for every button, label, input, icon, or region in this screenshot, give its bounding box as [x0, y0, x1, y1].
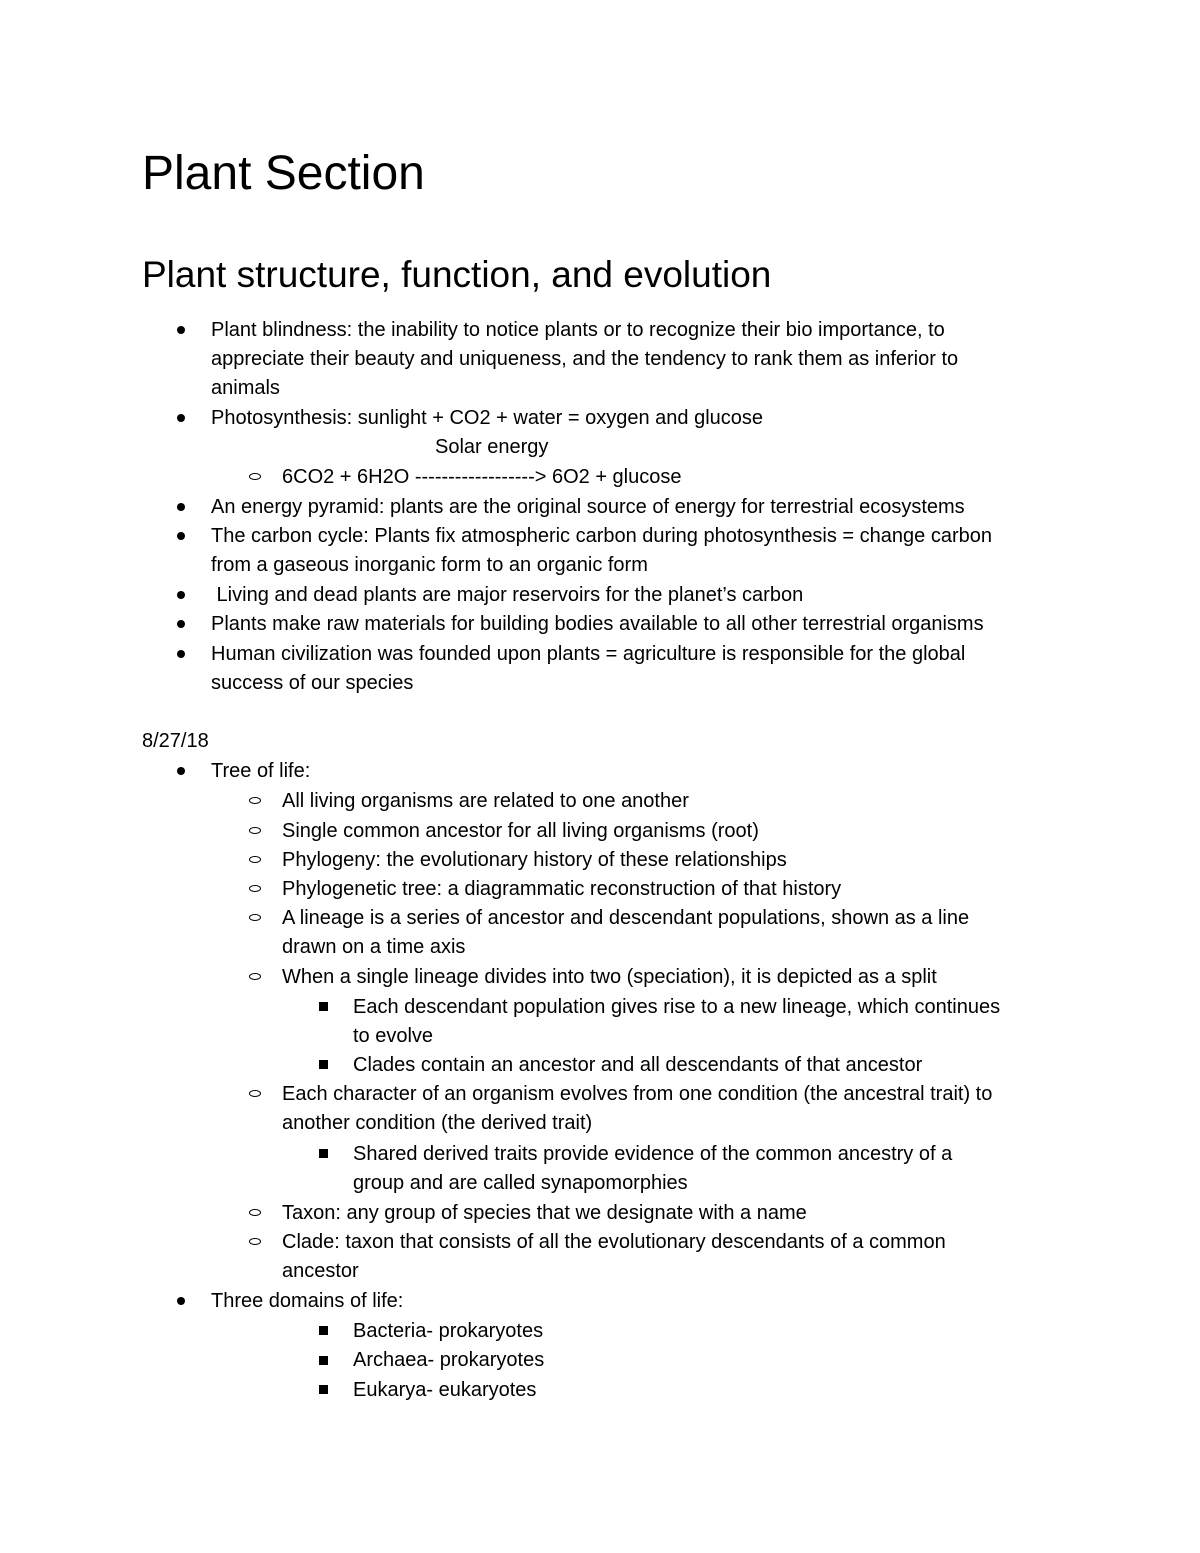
bullet-circle-icon: [249, 1238, 261, 1245]
bullet-dot-icon: [177, 650, 185, 658]
domain-item-eukarya: Eukarya- eukaryotes: [353, 1379, 537, 1401]
tree-of-life-label: Tree of life:: [211, 760, 311, 782]
descendant-line-1: Each descendant population gives rise to a new lineage, which continues: [353, 996, 1001, 1018]
civilization-line-1: Human civilization was founded upon plants = agriculture is responsible for the global: [211, 643, 966, 665]
plant-blindness-line-1: Plant blindness: the inability to notice plants or to recognize their bio importance, to: [211, 319, 945, 341]
bullet-square-icon: [319, 1385, 328, 1394]
reservoirs-item: Living and dead plants are major reservoirs for the planet’s carbon: [211, 584, 804, 606]
plant-blindness-line-2: appreciate their beauty and uniqueness, and the tendency to rank them as inferior to: [211, 348, 959, 370]
photosynthesis-equation: 6CO2 + 6H2O ------------------> 6O2 + glucose: [282, 466, 682, 488]
bullet-dot-icon: [177, 620, 185, 628]
solar-energy-label: Solar energy: [435, 436, 549, 458]
clade-line-2: ancestor: [282, 1260, 359, 1282]
plant-blindness-line-3: animals: [211, 377, 280, 399]
civilization-line-2: success of our species: [211, 672, 414, 694]
bullet-circle-icon: [249, 797, 261, 804]
lineage-line-2: drawn on a time axis: [282, 936, 466, 958]
bullet-square-icon: [319, 1356, 328, 1365]
bullet-circle-icon: [249, 1090, 261, 1097]
bullet-circle-icon: [249, 973, 261, 980]
descendant-line-2: to evolve: [353, 1025, 434, 1047]
bullet-dot-icon: [177, 326, 185, 334]
related-item: All living organisms are related to one another: [282, 790, 689, 812]
photosynthesis-item: Photosynthesis: sunlight + CO2 + water = oxygen and glucose: [211, 407, 764, 429]
date-label: 8/27/18: [142, 730, 209, 752]
domain-item-bacteria: Bacteria- prokaryotes: [353, 1320, 544, 1342]
bullet-dot-icon: [177, 591, 185, 599]
bullet-dot-icon: [177, 414, 185, 422]
bullet-circle-icon: [249, 856, 261, 863]
character-line-1: Each character of an organism evolves from one condition (the ancestral trait) to: [282, 1083, 993, 1105]
bullet-circle-icon: [249, 885, 261, 892]
bullet-square-icon: [319, 1060, 328, 1069]
synapomorphies-line-2: group and are called synapomorphies: [353, 1172, 688, 1194]
bullet-square-icon: [319, 1149, 328, 1158]
three-domains-label: Three domains of life:: [211, 1290, 404, 1312]
bullet-dot-icon: [177, 1297, 185, 1305]
domain-item-archaea: Archaea- prokaryotes: [353, 1349, 545, 1371]
bullet-circle-icon: [249, 1209, 261, 1216]
carbon-cycle-line-2: from a gaseous inorganic form to an organic form: [211, 554, 648, 576]
bullet-dot-icon: [177, 532, 185, 540]
raw-materials-item: Plants make raw materials for building bodies available to all other terrestrial organisms: [211, 613, 984, 635]
character-line-2: another condition (the derived trait): [282, 1112, 593, 1134]
speciation-item: When a single lineage divides into two (speciation), it is depicted as a split: [282, 966, 937, 988]
page-title: Plant Section: [142, 147, 425, 200]
taxon-item: Taxon: any group of species that we designate with a name: [282, 1202, 807, 1224]
bullet-circle-icon: [249, 914, 261, 921]
bullet-circle-icon: [249, 473, 261, 480]
clade-line-1: Clade: taxon that consists of all the evolutionary descendants of a common: [282, 1231, 946, 1253]
section-heading: Plant structure, function, and evolution: [142, 254, 772, 295]
carbon-cycle-line-1: The carbon cycle: Plants fix atmospheric carbon during photosynthesis = change carbon: [211, 525, 992, 547]
common-ancestor-item: Single common ancestor for all living organisms (root): [282, 820, 759, 842]
lineage-line-1: A lineage is a series of ancestor and descendant populations, shown as a line: [282, 907, 970, 929]
phylogeny-item: Phylogeny: the evolutionary history of these relationships: [282, 849, 787, 871]
bullet-square-icon: [319, 1002, 328, 1011]
bullet-dot-icon: [177, 767, 185, 775]
phylogenetic-tree-item: Phylogenetic tree: a diagrammatic reconstruction of that history: [282, 878, 842, 900]
bullet-dot-icon: [177, 503, 185, 511]
clades-item: Clades contain an ancestor and all descendants of that ancestor: [353, 1054, 923, 1076]
synapomorphies-line-1: Shared derived traits provide evidence of the common ancestry of a: [353, 1143, 953, 1165]
energy-pyramid-item: An energy pyramid: plants are the original source of energy for terrestrial ecosystems: [211, 496, 965, 518]
bullet-square-icon: [319, 1326, 328, 1335]
bullet-circle-icon: [249, 827, 261, 834]
